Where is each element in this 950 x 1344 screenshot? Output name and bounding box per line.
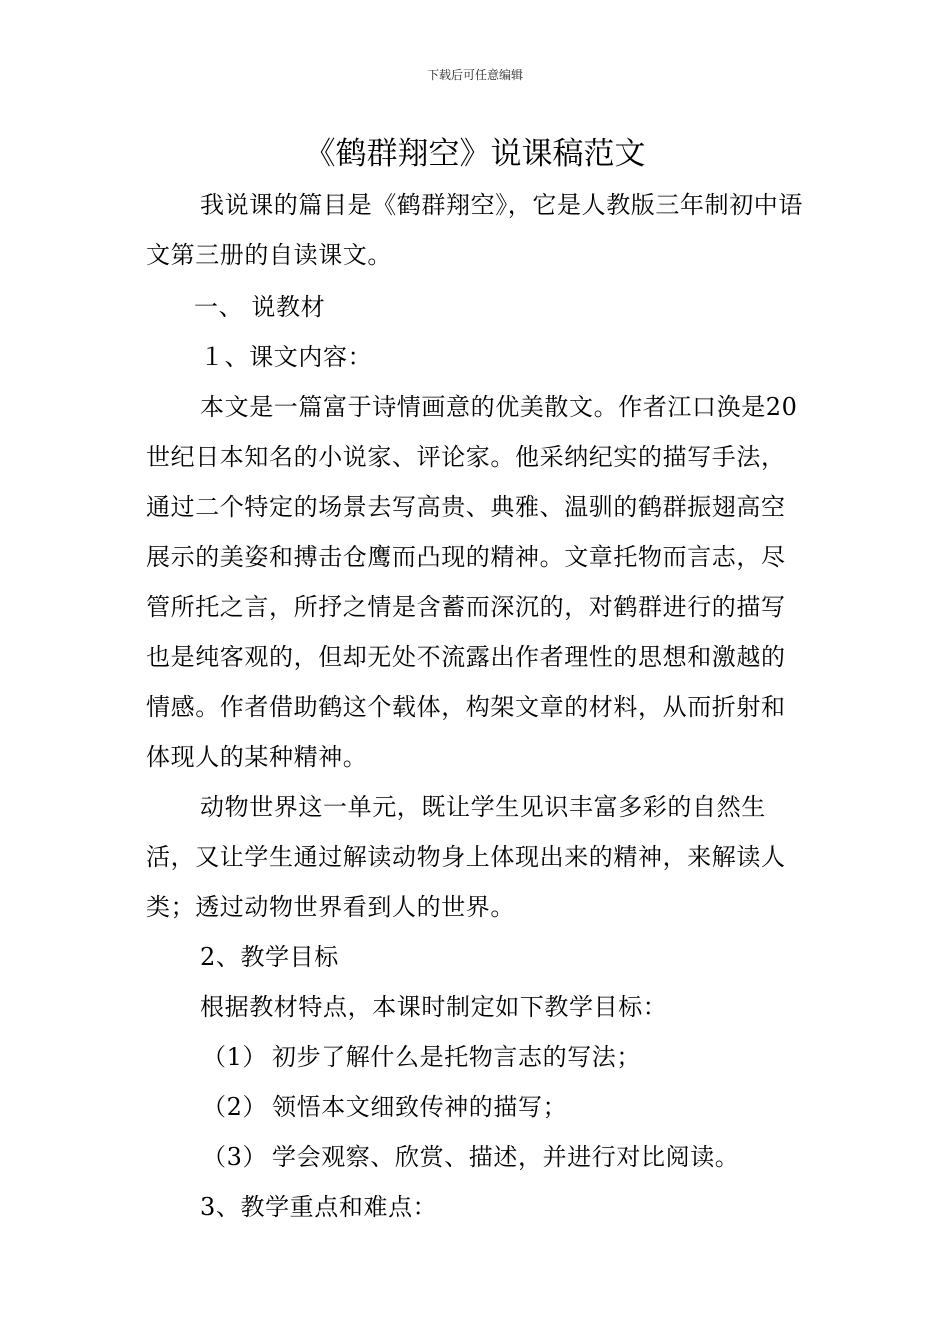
subheading-text-content: １、课文内容：: [200, 343, 373, 371]
paragraph-text-analysis: 本文是一篇富于诗情画意的优美散文。作者江口涣是20世纪日本知名的小说家、评论家。他采纳纪实的描写手法，通过二个特定的场景去写高贵、典雅、温驯的鹤群振翅高空展示的美姿和搏击仓鹰而凸现的精神。文章托物而言志，尽管所托之言，所抒之情是含蓄而深沉的，对鹤群进行的描写也是纯客观的，但却无处不流露出作者理性的思想和激越的情感。作者借助鹤这个载体，构架文章的材料，从而折射和体现人的某种精神。: [146, 393, 798, 771]
goal-text: 初步了解什么是托物言志的写法；: [272, 1043, 641, 1071]
goal-number: （3）: [202, 1143, 268, 1171]
document-title: 《鹤群翔空》说课稿范文: [304, 136, 646, 172]
document-body: [146, 180, 810, 1232]
goal-number: （1）: [202, 1043, 268, 1071]
goal-text: 学会观察、欣赏、描述，并进行对比阅读。: [272, 1143, 740, 1171]
subheading-key-points: 3、教学重点和难点：: [200, 1193, 438, 1221]
goals-intro: 根据教材特点，本课时制定如下教学目标：: [200, 993, 668, 1021]
goal-number: （2）: [202, 1093, 268, 1121]
section-heading-teaching-material: 一、 说教材: [194, 293, 326, 321]
intro-paragraph: 我说课的篇目是《鹤群翔空》，它是人教版三年制初中语文第三册的自读课文。: [146, 191, 803, 269]
goal-item: [146, 1132, 810, 1182]
header-note: 下载后可任意编辑: [426, 68, 523, 82]
goal-item: [146, 1032, 810, 1082]
subheading-teaching-goals: 2、教学目标: [200, 943, 339, 971]
goal-text: 领悟本文细致传神的描写；: [272, 1093, 568, 1121]
paragraph-unit-overview: 动物世界这一单元，既让学生见识丰富多彩的自然生活，又让学生通过解读动物身上体现出来的精神，来解读人类；透过动物世界看到人的世界。: [146, 793, 786, 921]
goal-item: [146, 1082, 810, 1132]
